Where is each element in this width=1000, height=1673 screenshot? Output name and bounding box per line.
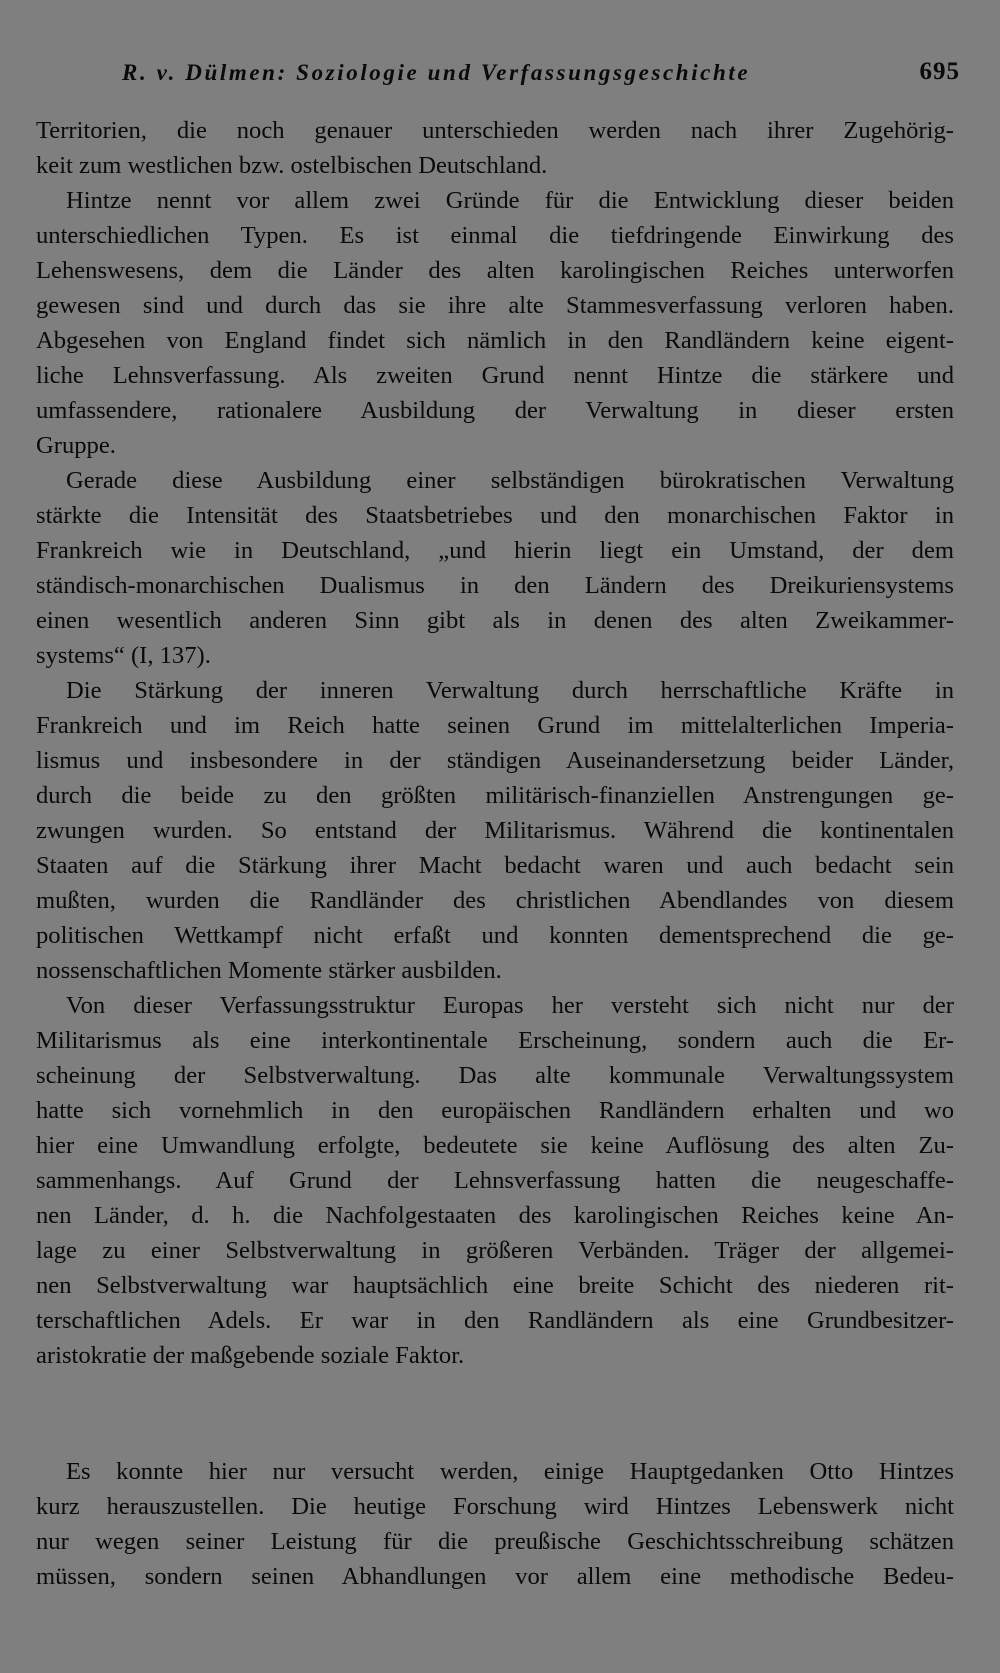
text-line: aristokratie der maßgebende soziale Faktor. [36,1342,465,1369]
text-line: nen Länder, d. h. die Nachfolgestaaten des karolingischen Reiches keine An- [36,1202,954,1229]
text-line: Abgesehen von England findet sich nämlich in den Randländern keine eigent- [36,327,954,354]
text-line: Gerade diese Ausbildung einer selbständigen bürokratischen Verwaltung [66,467,954,494]
text-line: umfassendere, rationalere Ausbildung der Verwaltung in dieser ersten [36,397,954,424]
page-number: 695 [919,58,960,85]
body-text [36,113,954,1373]
text-line: Die Stärkung der inneren Verwaltung durch herrschaftliche Kräfte in [66,677,954,704]
text-line: Es konnte hier nur versucht werden, einige Hauptgedanken Otto Hintzes [66,1458,954,1485]
text-line: politischen Wettkampf nicht erfaßt und konnten dementsprechend die ge- [36,922,954,949]
closing-paragraph [36,1454,954,1594]
text-line: systems“ (I, 137). [36,642,211,669]
text-line: durch die beide zu den größten militärisch-finanziellen Anstrengungen ge- [36,782,954,809]
text-line: liche Lehnsverfassung. Als zweiten Grund nennt Hintze die stärkere und [36,362,954,389]
text-line: Territorien, die noch genauer unterschieden werden nach ihrer Zugehörig- [36,117,954,144]
text-line: terschaftlichen Adels. Er war in den Randländern als eine Grundbesitzer- [36,1307,954,1334]
text-line: scheinung der Selbstverwaltung. Das alte kommunale Verwaltungssystem [36,1062,954,1089]
text-line: Staaten auf die Stärkung ihrer Macht bedacht waren und auch bedacht sein [36,852,954,879]
text-line: Gruppe. [36,432,116,459]
text-line: hier eine Umwandlung erfolgte, bedeutete sie keine Auflösung des alten Zu- [36,1132,954,1159]
text-line: unterschiedlichen Typen. Es ist einmal die tiefdringende Einwirkung des [36,222,954,249]
text-line: Frankreich und im Reich hatte seinen Grund im mittelalterlichen Imperia- [36,712,954,739]
text-line: einen wesentlich anderen Sinn gibt als in denen des alten Zweikammer- [36,607,954,634]
text-line: hatte sich vornehmlich in den europäischen Randländern erhalten und wo [36,1097,954,1124]
running-title: R. v. Dülmen: Soziologie und Verfassungsgeschichte [122,60,751,85]
text-line: Frankreich wie in Deutschland, „und hierin liegt ein Umstand, der dem [36,537,954,564]
text-line: Von dieser Verfassungsstruktur Europas her versteht sich nicht nur der [66,992,954,1019]
text-line: nossenschaftlichen Momente stärker ausbilden. [36,957,502,984]
text-line: ständisch-monarchischen Dualismus in den Ländern des Dreikuriensystems [36,572,954,599]
text-line: lage zu einer Selbstverwaltung in größeren Verbänden. Träger der allgemei- [36,1237,954,1264]
text-line: kurz herauszustellen. Die heutige Forschung wird Hintzes Lebenswerk nicht [36,1493,954,1520]
text-line: zwungen wurden. So entstand der Militarismus. Während die kontinentalen [36,817,954,844]
text-line: Hintze nennt vor allem zwei Gründe für die Entwicklung dieser beiden [66,187,954,214]
text-line: gewesen sind und durch das sie ihre alte Stammesverfassung verloren haben. [36,292,954,319]
text-line: müssen, sondern seinen Abhandlungen vor allem eine methodische Bedeu- [36,1563,954,1590]
text-line: stärkte die Intensität des Staatsbetriebes und den monarchischen Faktor in [36,502,954,529]
text-line: Militarismus als eine interkontinentale Erscheinung, sondern auch die Er- [36,1027,954,1054]
text-line: nen Selbstverwaltung war hauptsächlich eine breite Schicht des niederen rit- [36,1272,954,1299]
text-line: nur wegen seiner Leistung für die preußische Geschichtsschreibung schätzen [36,1528,954,1555]
text-line: lismus und insbesondere in der ständigen Auseinandersetzung beider Länder, [36,747,954,774]
text-line: sammenhangs. Auf Grund der Lehnsverfassung hatten die neugeschaffe- [36,1167,954,1194]
text-line: Lehenswesens, dem die Länder des alten karolingischen Reiches unterworfen [36,257,954,284]
text-line: keit zum westlichen bzw. ostelbischen Deutschland. [36,152,548,179]
page-header [36,54,960,98]
text-line: mußten, wurden die Randländer des christlichen Abendlandes von diesem [36,887,954,914]
